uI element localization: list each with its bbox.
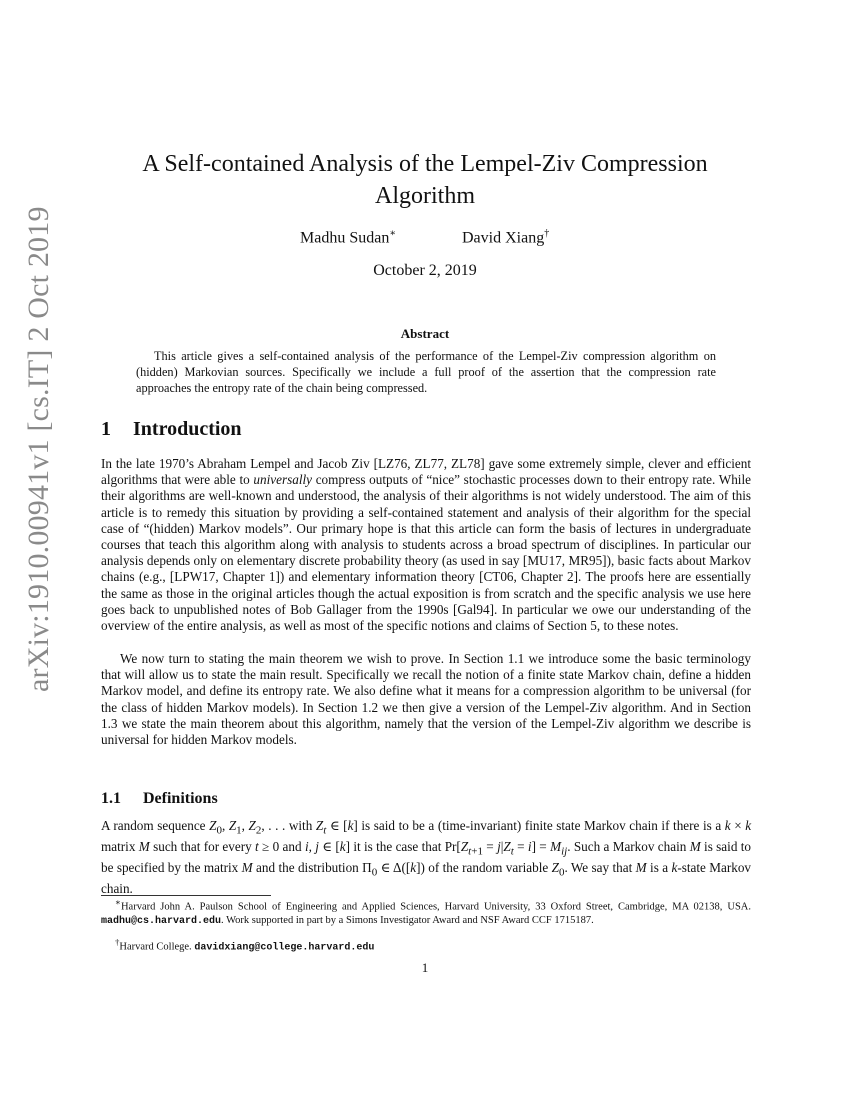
math: Z bbox=[315, 818, 324, 833]
paper-title: A Self-contained Analysis of the Lempel-Ziv Compression Algorithm bbox=[142, 151, 708, 209]
math: i, j bbox=[304, 838, 319, 854]
text-run: . Such a Markov chain bbox=[567, 838, 690, 854]
arxiv-identifier-text: arXiv:1910.00941v1 [cs.IT] 2 Oct 2019 bbox=[22, 206, 55, 692]
author-xiang bbox=[462, 228, 549, 247]
math: M bbox=[550, 838, 562, 854]
section-number: 1 bbox=[101, 418, 111, 440]
text-run: -state Markov chain. bbox=[101, 859, 752, 896]
author-name: Madhu Sudan bbox=[300, 229, 390, 247]
arxiv-identifier-stamp bbox=[14, 206, 58, 696]
text-run: compress outputs of “nice” stochastic processes down to their entropy rate. While their algorithms are well-known and understood, the analysis of their algorithms is not widely understood. The aim of this article is to remedy this situation by providing a self-contained statement and analysis of their algorithm for the special case of “(hidden) Markov models”. Our primary hope is that this article can form the basis of lectures in undergraduate courses that teach this algorithm along with analysis to students across a broad spectrum of disciplines. In particular our analysis depends only on elementary discrete probability theory (as used in say [MU17, MR95]), basic facts about Markov chains (e.g., [LPW17, Chapter 1]) and elementary information theory [CT06, Chapter 2]. The proofs here are essentially the same as those in the original articles though the actual exposition is from scratch and the specific analysis we use here goes back to unpublished notes of Bob Gallager from the 1990s [Gal94]. In particular we owe our understanding of the overview of the entire analysis, as well as most of the specific notions and claims of Section 5, to these notes. bbox=[101, 472, 751, 634]
text-run: A random sequence bbox=[101, 818, 210, 833]
text-run: it is the case that Pr[ bbox=[350, 838, 461, 854]
footnote-mark: † bbox=[115, 937, 120, 947]
intro-paragraph-1 bbox=[101, 456, 751, 634]
footnote-sudan bbox=[101, 896, 751, 929]
footnote-xiang bbox=[101, 936, 751, 955]
text-run: ∈ Δ([ bbox=[377, 859, 411, 875]
text-run: . We say that bbox=[564, 859, 636, 875]
definitions-paragraph: A random sequence $Z_0$, $Z_1$, $Z_2$, . . . with $Z_t$ ∈ [k] is said to be a (time-invariant) finite state Markov chain if there is a k × k matrix M such that for every t ≥ 0 and i, j ∈ [k] it is the case that $Pr[Z_{t+1} = j|Z_t = i] = M_{ij}$. Such a Markov chain M is said to be specified by the matrix M and the distribution $\Pi_0$ ∈ Δ([k]) of the random variable $Z_0$. We say that M is a k-state Markov chain. bbox=[101, 818, 752, 896]
math: Z bbox=[460, 838, 469, 854]
email-link[interactable]: madhu@cs.harvard.edu bbox=[101, 916, 222, 927]
math: M bbox=[689, 838, 701, 854]
section-heading-definitions bbox=[101, 790, 218, 808]
math: Z bbox=[551, 859, 559, 875]
math: k bbox=[724, 818, 731, 833]
text-run: ]) of the random variable bbox=[416, 859, 552, 875]
emphasis: universally bbox=[253, 472, 313, 488]
text-run: matrix bbox=[101, 838, 139, 854]
intro-paragraph-2: We now turn to stating the main theorem we wish to prove. In Section 1.1 we introduce some the basic terminology that will allow us to state the main result. Specifically we recall the notion of a finite state Markov chain, define a hidden Markov model, and define its entropy rate. We also define what it means for a compression algorithm to be universal (for the class of hidden Markov models). In Section 1.2 we then give a version of the Lempel-Ziv algorithm. And in Section 1.3 we state the main theorem about this algorithm, namely that the version of the Lempel-Ziv algorithm we describe is universal for hidden Markov models. bbox=[101, 651, 751, 748]
footnote-text: Harvard John A. Paulson School of Engineering and Applied Sciences, Harvard University, 33 Oxford Street, Cambridge, MA 02138, USA. bbox=[120, 901, 751, 913]
email-link[interactable]: davidxiang@college.harvard.edu bbox=[194, 942, 375, 954]
author-sudan bbox=[300, 228, 396, 247]
section-title: Introduction bbox=[133, 418, 242, 440]
text-run: In the late 1970’s Abraham Lempel and Jacob Ziv [LZ76, ZL77, ZL78] gave some extremely simple, clever and efficient algorithms that were able to bbox=[101, 456, 751, 488]
text-run: ] = bbox=[531, 838, 551, 854]
author-name: David Xiang bbox=[462, 229, 545, 247]
math: t bbox=[255, 838, 259, 854]
text-run: and bbox=[279, 838, 305, 854]
math: M bbox=[138, 838, 150, 854]
text-run: is a bbox=[646, 859, 672, 875]
text-run: with bbox=[285, 818, 316, 833]
footnote-text: Harvard College. bbox=[119, 941, 195, 953]
footnote-text: . Work supported in part by a Simons Investigator Award and NSF Award CCF 1715187. bbox=[221, 915, 594, 926]
author-footnote-mark: ∗ bbox=[389, 228, 397, 239]
math: M bbox=[635, 859, 647, 875]
text-run: and the distribution Π bbox=[252, 859, 372, 875]
footnote-mark: ∗ bbox=[115, 897, 121, 907]
abstract-body: This article gives a self-contained analysis of the performance of the Lempel-Ziv compression algorithm on (hidden) Markovian sources. Specifically we include a full proof of the assertion that the compression rate approaches the entropy rate of the chain being compressed. bbox=[136, 349, 716, 395]
math: k bbox=[671, 859, 678, 875]
author-footnote-mark: † bbox=[544, 228, 550, 239]
paper-date: October 2, 2019 bbox=[373, 262, 477, 279]
section-heading-introduction bbox=[101, 418, 242, 441]
math: M bbox=[241, 859, 253, 875]
text-run: is said to be specified by the matrix bbox=[101, 838, 751, 875]
section-title: Definitions bbox=[143, 790, 218, 807]
abstract-heading: Abstract bbox=[400, 326, 450, 341]
section-number: 1.1 bbox=[101, 790, 121, 807]
page-number: 1 bbox=[421, 960, 429, 975]
math: Z bbox=[209, 818, 217, 833]
math: k bbox=[410, 859, 417, 875]
text-run: such that for every bbox=[149, 838, 256, 854]
text-run: is said to be a (time-invariant) finite state Markov chain if there is a bbox=[357, 818, 725, 833]
